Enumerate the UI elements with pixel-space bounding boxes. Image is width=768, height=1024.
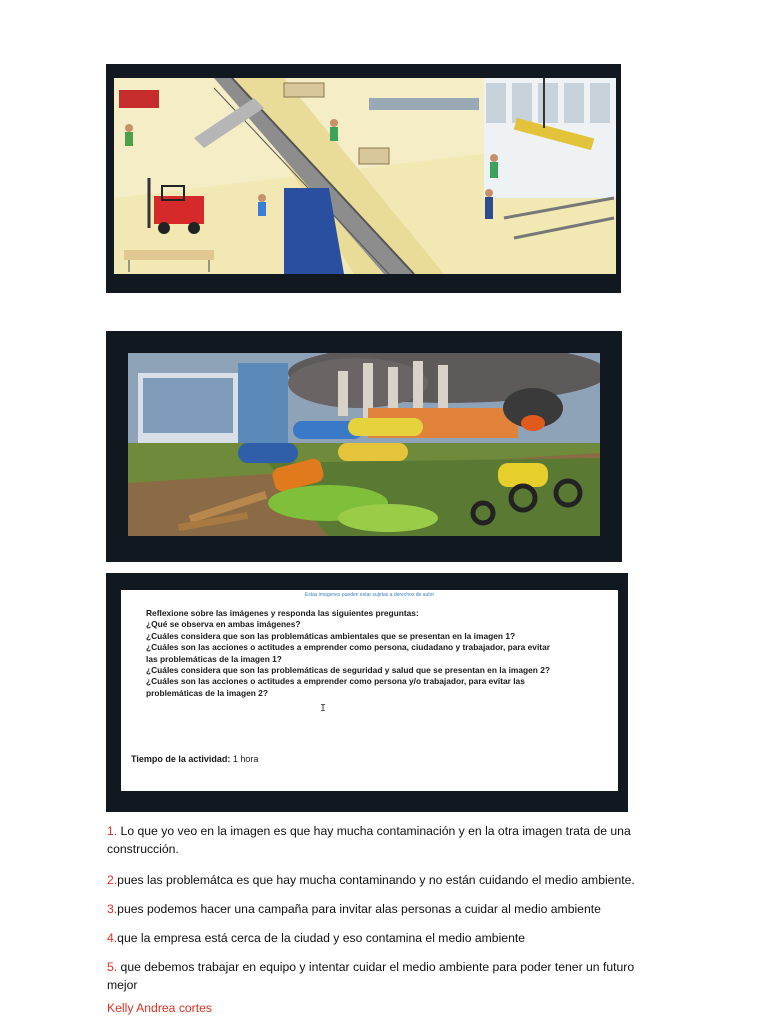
question-line: ¿Qué se observa en ambas imágenes?: [146, 619, 301, 630]
copyright-note: Estas imagenes pueden estar sujetas a derechos de autor: [304, 592, 435, 598]
answer-text: Lo que yo veo en la imagen es que hay mucha contaminación y en la otra imagen trata de una construcción.: [107, 824, 631, 856]
answer-number: 3.: [107, 902, 118, 916]
pollution-image: [128, 353, 600, 536]
answer-number: 5.: [107, 960, 118, 974]
question-line: ¿Cuáles considera que son las problemáticas ambientales que se presentan en la imagen 1?: [146, 630, 516, 641]
answer-5: [107, 958, 667, 994]
activity-card: [121, 590, 618, 791]
answer-text: que la empresa está cerca de la ciudad y eso contamina el medio ambiente: [117, 931, 526, 945]
question-line: Reflexione sobre las imágenes y responda las siguientes preguntas:: [146, 608, 419, 618]
question-line: ¿Cuáles considera que son las problemáticas de seguridad y salud que se presentan en la imagen 2?: [146, 665, 550, 676]
answer-text: pues las problemátca es que hay mucha contaminando y no están cuidando el medio ambiente.: [117, 873, 635, 887]
answer-1: [107, 822, 667, 858]
answer-number: 4.: [107, 931, 118, 945]
question-line: ¿Cuáles son las acciones o actitudes a emprender como persona y/o trabajador, para evitar las: [146, 676, 525, 687]
answer-2: [107, 871, 635, 889]
activity-time: [131, 754, 258, 764]
question-line: ¿Cuáles son las acciones o actitudes a emprender como persona, ciudadano y trabajador, para evitar: [146, 642, 550, 653]
activity-card-frame: [106, 573, 628, 812]
construction-image-frame: [106, 64, 621, 293]
pollution-image-frame: [106, 331, 622, 562]
question-line: las problemáticas de la imagen 1?: [146, 653, 282, 664]
answer-4: [107, 929, 525, 947]
author-name: Kelly Andrea cortes: [107, 1001, 213, 1015]
answer-text: pues podemos hacer una campaña para invitar alas personas a cuidar al medio ambiente: [117, 902, 601, 916]
text-cursor-icon: I: [320, 703, 327, 714]
construction-image: [114, 78, 616, 274]
questions-block: [146, 608, 586, 699]
activity-time-value: 1 hora: [232, 754, 259, 764]
answer-3: [107, 900, 601, 918]
question-line: problemáticas de la imagen 2?: [146, 687, 268, 698]
answer-text: que debemos trabajar en equipo y intentar cuidar el medio ambiente para poder tener un futuro mejor: [107, 960, 635, 992]
answer-number: 2.: [107, 873, 118, 887]
activity-time-label: Tiempo de la actividad:: [131, 754, 231, 764]
answer-number: 1.: [107, 824, 118, 838]
